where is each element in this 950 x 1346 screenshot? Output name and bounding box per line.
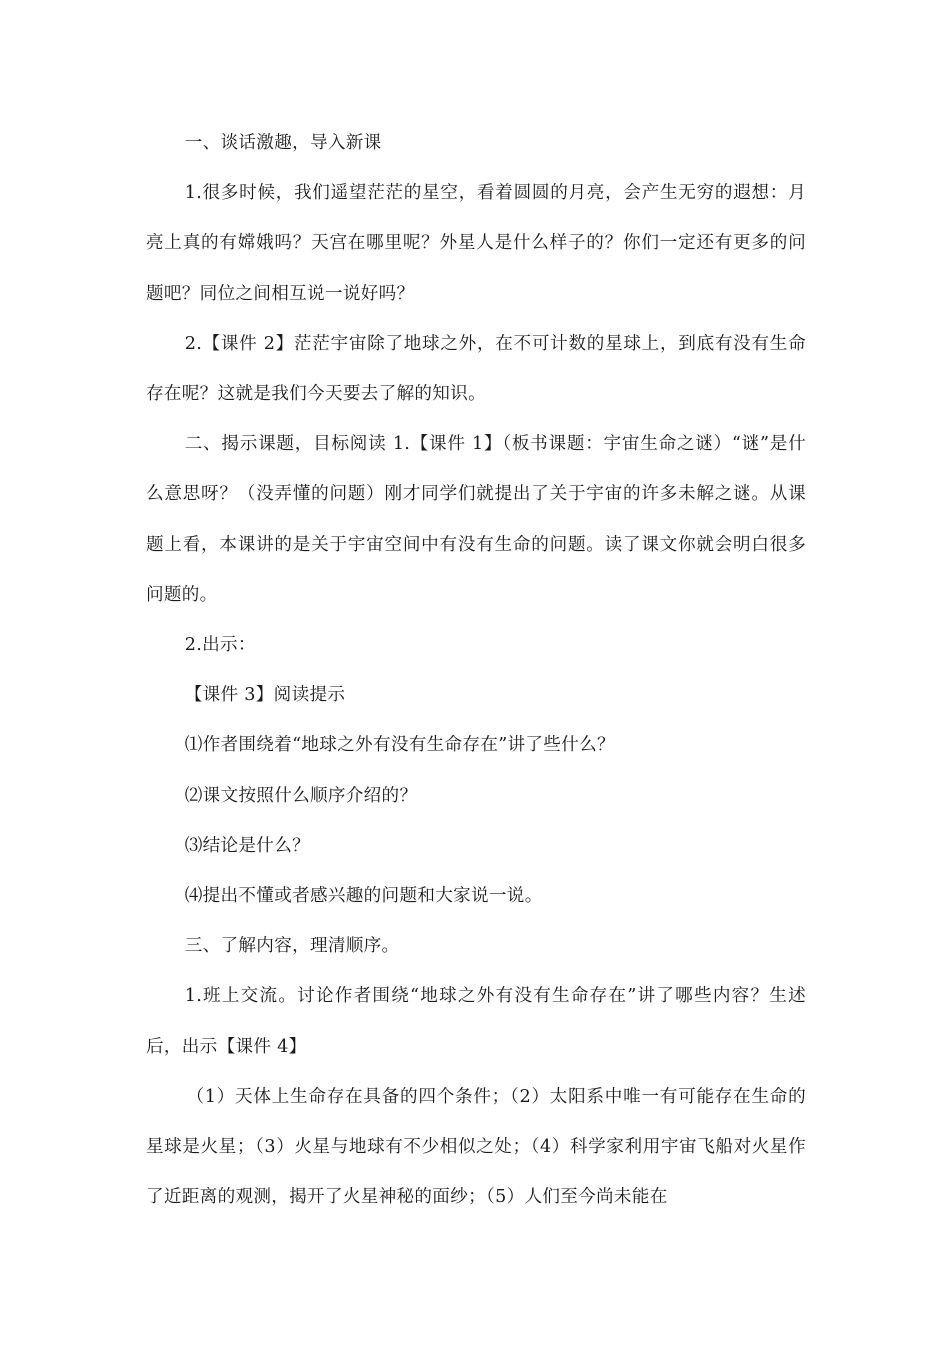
reading-tip-4: ⑷提出不懂或者感兴趣的问题和大家说一说。 [184, 886, 543, 907]
paragraph-1: 1.很多时候，我们遥望茫茫的星空，看着圆圆的月亮，会产生无穷的遐想：月亮上真的有嫦娥吗？天宫在哪里呢？外星人是什么样子的？你们一定还有更多的问题吧？同位之间相互说一说好吗？ [146, 183, 806, 304]
section-heading-1: 一、谈话激趣，导入新课 [184, 133, 382, 153]
reading-tip-1: ⑴作者围绕着“地球之外有没有生命存在”讲了些什么？ [184, 735, 615, 756]
section-heading-3: 三、了解内容，理清顺序。 [184, 936, 400, 957]
paragraph-courseware-4-list: （1）天体上生命存在具备的四个条件；（2）太阳系中唯一有可能存在生命的星球是火星；（3）火星与地球有不少相似之处；（4）科学家利用宇宙飞船对火星作了近距离的观测，揭开了火星神秘的面纱；（5）人们至今尚未能在 [146, 1086, 806, 1208]
section-heading-2-paragraph: 二、揭示课题，目标阅读 1.【课件 1】（板书课题：宇宙生命之谜）“谜”是什么意思呀？（没弄懂的问题）刚才同学们就提出了关于宇宙的许多未解之谜。从课题上看，本课讲的是关于宇宙空间中有没有生命的问题。读了课文你就会明白很多问题的。 [146, 434, 806, 605]
reading-tip-3: ⑶结论是什么？ [184, 835, 310, 856]
paragraph-class-exchange: 1.班上交流。讨论作者围绕“地球之外有没有生命存在”讲了哪些内容？生述后，出示【课件 4】 [146, 986, 806, 1057]
document-body [146, 118, 806, 1222]
paragraph-show: 2.出示： [184, 635, 256, 656]
reading-tip-2: ⑵课文按照什么顺序介绍的？ [184, 785, 418, 806]
courseware-3-title: 【课件 3】阅读提示 [184, 685, 346, 706]
paragraph-2: 2.【课件 2】茫茫宇宙除了地球之外，在不可计数的星球上，到底有没有生命存在呢？这就是我们今天要去了解的知识。 [146, 333, 806, 405]
